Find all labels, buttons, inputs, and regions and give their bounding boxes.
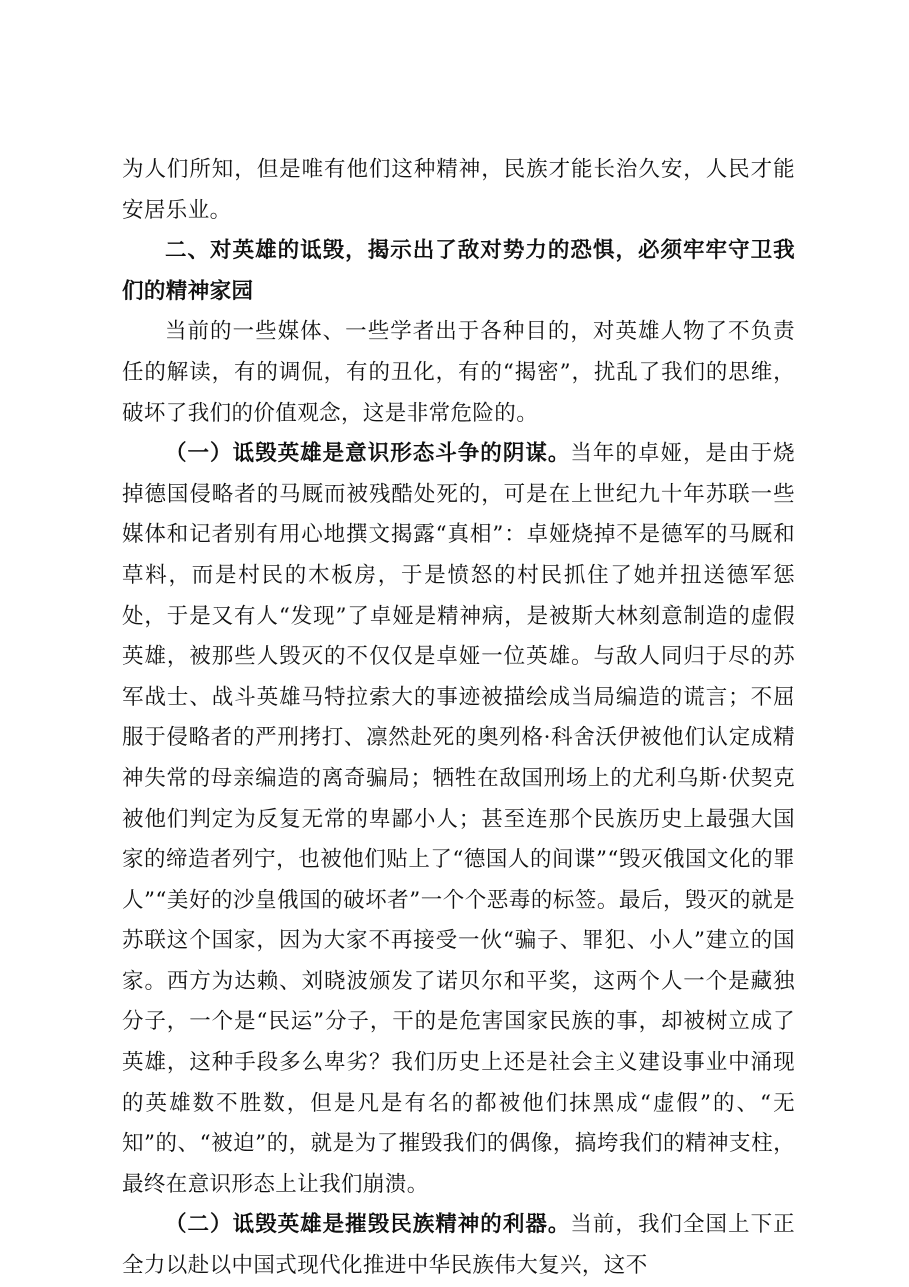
section-heading: 二、对英雄的诋毁，揭示出了敌对势力的恐惧，必须牢牢守卫我们的精神家园 <box>122 238 795 304</box>
subsection-2-body: 当前，我们全国上下正全力以赴以中国式现代化推进中华民族伟大复兴，这不 <box>122 1212 795 1279</box>
subsection-2-paragraph <box>122 1205 795 1286</box>
continued-paragraph: 为人们所知，但是唯有他们这种精神，民族才能长治久安，人民才能安居乐业。 <box>122 157 795 223</box>
subsection-1-body: 当年的卓娅，是由于烧掉德国侵略者的马厩而被残酷处死的，可是在上世纪九十年苏联一些媒体和记者别有用心地撰文揭露“真相”：卓娅烧掉不是德军的马厩和草料，而是村民的木板房，于是愤怒的村民抓住了她并扭送德军惩处，于是又有人“发现”了卓娅是精神病，是被斯大林刻意制造的虚假英雄，被那些人毁灭的不仅仅是卓娅一位英雄。与敌人同归于尽的苏军战士、战斗英雄马特拉索大的事迹被描绘成当局编造的谎言；不屈服于侵略者的严刑拷打、凛然赴死的奥列格·科舍沃伊被他们认定成精神失常的母亲编造的离奇骗局；牺牲在敌国刑场上的尤利乌斯·伏契克被他们判定为反复无常的卑鄙小人；甚至连那个民族历史上最强大国家的缔造者列宁，也被他们贴上了“德国人的间谍”“毁灭俄国文化的罪人”“美好的沙皇俄国的破坏者”一个个恶毒的标签。最后，毁灭的就是苏联这个国家，因为大家不再接受一伙“骗子、罪犯、小人”建立的国家。西方为达赖、刘晓波颁发了诺贝尔和平奖，这两个人一个是藏独分子，一个是“民运”分子，干的是危害国家民族的事，却被树立成了英雄，这种手段多么卑劣？我们历史上还是社会主义建设事业中涌现的英雄数不胜数，但是凡是有名的都被他们抹黑成“虚假”的、“无知”的、“被迫”的，就是为了摧毁我们的偶像，搞垮我们的精神支柱，最终在意识形态上让我们崩溃。 <box>122 441 795 1197</box>
intro-paragraph: 当前的一些媒体、一些学者出于各种目的，对英雄人物了不负责任的解读，有的调侃，有的丑化，有的“揭密”，扰乱了我们的思维，破坏了我们的价值观念，这是非常危险的。 <box>122 319 795 426</box>
subsection-1-paragraph <box>122 434 795 1205</box>
subsection-1-heading: （一）诋毁英雄是意识形态斗争的阴谋。 <box>165 441 571 467</box>
document-body <box>122 150 795 1287</box>
subsection-2-heading: （二）诋毁英雄是摧毁民族精神的利器。 <box>165 1212 571 1238</box>
